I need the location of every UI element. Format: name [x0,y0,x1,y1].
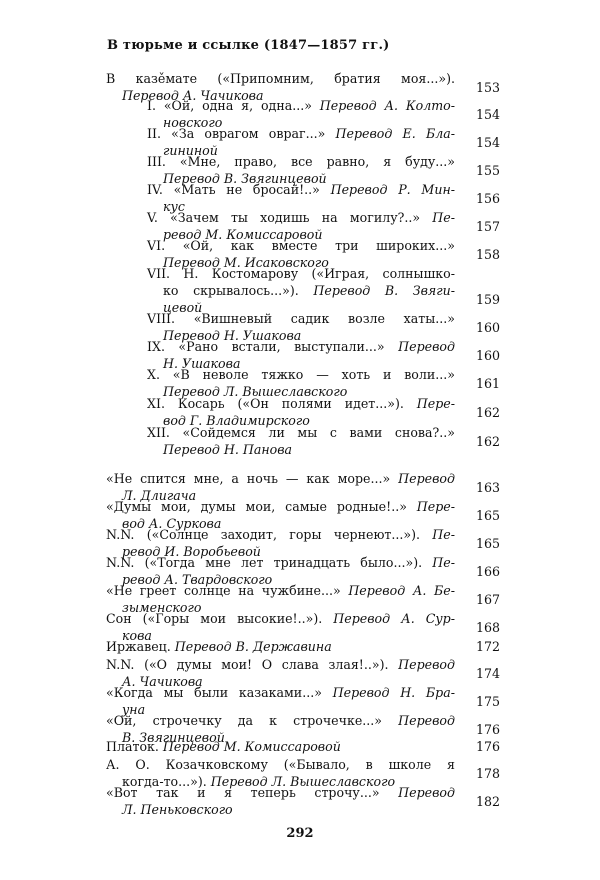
translator-credit: ревод А. Твардовского [122,572,273,587]
entry-title: Платок. [106,739,163,754]
entry-title: «Не спится мне, а ночь — как море...» [106,471,399,486]
toc-entry-line [147,366,455,383]
entry-title: «Думы мои, думы мои, самые родные!..» [106,499,417,514]
entry-page-number: 155 [475,163,500,178]
toc-entry-line [147,181,455,198]
entry-page-number: 161 [475,376,500,391]
entry-title: VII. Н. Костомарову («Играя, солнышко- [147,266,455,281]
entry-page-number: 154 [475,107,500,122]
entry-page-number: 178 [475,766,500,781]
entry-title: X. «В неволе тяжко — хоть и воли...» [147,367,455,382]
entry-page-number: 157 [475,219,500,234]
translator-credit: Пере- [416,396,455,411]
translator-credit: цевой [163,300,203,315]
toc-entry-line [147,310,455,327]
entry-title: IX. «Рано встали, выступали...» [147,339,399,354]
translator-credit: Перевод В. Звягинцевой [163,171,327,186]
entry-title: V. «Зачем ты ходишь на могилу?..» [147,210,433,225]
entry-page-number: 158 [475,247,500,262]
entry-title: VI. «Ой, как вместе три широких...» [147,238,455,253]
page-number: 292 [286,826,314,841]
translator-credit: Перевод Р. Мин- [330,182,455,197]
translator-credit: гининой [163,143,218,158]
entry-page-number: 153 [475,80,500,95]
translator-credit: А. Чачикова [122,674,203,689]
entry-page-number: 156 [475,191,500,206]
toc-entry-line [147,338,455,355]
toc-entry-line [106,470,455,487]
entry-title: «Не греет солнце на чужбине...» [106,583,349,598]
entry-page-number: 182 [475,794,500,809]
translator-credit: Л. Пеньковского [122,802,233,817]
translator-credit: Перевод Л. Вышеславского [163,384,348,399]
entry-page-number: 167 [475,592,500,607]
translator-credit: Перевод [398,657,455,672]
translator-credit: новского [163,115,223,130]
entry-title: Иржавец. [106,639,175,654]
entry-title: ко скрывалось...»). [163,283,314,298]
entry-title: В казěмате («Припомним, братия моя...»). [106,71,455,86]
entry-title: А. О. Козачковскому («Бывало, в школе я [106,757,455,772]
toc-entry-line [106,712,455,729]
toc-entry-line [147,209,455,226]
entry-title: XII. «Сойдемся ли мы с вами снова?..» [147,425,455,440]
entry-page-number: 154 [475,135,500,150]
toc-entry-line [147,424,455,441]
entry-title: N.N. («Солнце заходит, горы чернеют...»). [106,527,433,542]
entry-page-number: 159 [475,292,500,307]
translator-credit: ревод И. Воробьевой [122,544,261,559]
toc-entry-line [147,237,455,254]
entry-title: VIII. «Вишневый садик возле хаты...» [147,311,455,326]
translator-credit: Пе- [432,555,455,570]
toc-entry-line [147,395,455,412]
toc-entry-line [106,756,455,773]
entry-page-number: 168 [475,620,500,635]
translator-credit: Перевод В. Державина [174,639,332,654]
toc-entry-line [147,265,455,282]
translator-credit: Перевод В. Звяги- [313,283,455,298]
translator-credit: Перевод [398,785,455,800]
entry-title: когда-то...»). [122,774,211,789]
translator-credit: вод Г. Владимирского [163,413,310,428]
translator-credit: Перевод Н. Ушакова [163,328,302,343]
toc-entry-line [147,153,455,170]
translator-credit: Перевод [398,339,455,354]
entry-title: IV. «Мать не бросай!..» [147,182,331,197]
toc-entry-line [122,801,455,818]
translator-credit: Н. Ушакова [163,356,241,371]
section-title: В тюрьме и ссылке (1847—1857 гг.) [107,38,390,53]
translator-credit: Пе- [432,527,455,542]
translator-credit: Перевод Л. Вышеславского [210,774,396,789]
translator-credit: зыменского [122,600,202,615]
translator-credit: Пе- [432,210,455,225]
entry-page-number: 160 [475,348,500,363]
translator-credit: В. Звягинцевой [122,730,225,745]
entry-page-number: 176 [475,722,500,737]
entry-title: II. «За оврагом овраг...» [147,126,336,141]
toc-entry-line [106,738,455,755]
entry-title: III. «Мне, право, все равно, я буду...» [147,154,455,169]
entry-title: N.N. («Тогда мне лет тринадцать было...»). [106,555,433,570]
toc-entry-line [106,554,455,571]
translator-credit: Л. Длигача [122,488,197,503]
entry-page-number: 165 [475,508,500,523]
entry-page-number: 166 [475,564,500,579]
entry-page-number: 172 [475,639,500,654]
translator-credit: вод А. Суркова [122,516,222,531]
toc-entry-line [106,784,455,801]
entry-page-number: 174 [475,666,500,681]
translator-credit: Перевод М. Комиссаровой [162,739,341,754]
translator-credit: кова [122,628,152,643]
entry-title: «Когда мы были казаками...» [106,685,333,700]
translator-credit: Перевод А. Чачикова [122,88,264,103]
toc-entry-line [106,582,455,599]
translator-credit: Перевод Н. Панова [163,442,293,457]
entry-page-number: 160 [475,320,500,335]
toc-entry-line [106,498,455,515]
translator-credit: Перевод А. Сур- [333,611,455,626]
toc-entry-line [106,656,455,673]
entry-title: «Вот так и я теперь строчу...» [106,785,399,800]
entry-page-number: 176 [475,739,500,754]
translator-credit: Перевод Н. Бра- [332,685,455,700]
toc-entry-line [106,684,455,701]
entry-title: N.N. («О думы мои! О слава злая!..»). [106,657,399,672]
toc-entry-line [106,638,455,655]
translator-credit: Перевод А. Колто- [319,98,455,113]
toc-entry-line [163,441,455,458]
entry-title: Сон («Горы мои высокие!..»). [106,611,334,626]
translator-credit: Перевод [398,471,455,486]
toc-entry-line [106,526,455,543]
entry-page-number: 162 [475,405,500,420]
toc-entry-line [106,70,455,87]
entry-title: «Ой, строчечку да к строчечке...» [106,713,399,728]
entry-page-number: 162 [475,434,500,449]
translator-credit: Перевод Е. Бла- [335,126,455,141]
translator-credit: Перевод [398,713,455,728]
entry-page-number: 163 [475,480,500,495]
translator-credit: Перевод А. Бе- [348,583,455,598]
translator-credit: кус [163,199,185,214]
translator-credit: уна [122,702,146,717]
translator-credit: ревод М. Комиссаровой [163,227,323,242]
entry-title: XI. Косарь («Он полями идет...»). [147,396,417,411]
toc-entry-line [163,282,455,299]
translator-credit: Пере- [416,499,455,514]
translator-credit: Перевод М. Исаковского [163,255,329,270]
entry-page-number: 175 [475,694,500,709]
toc-entry-line [147,125,455,142]
entry-page-number: 165 [475,536,500,551]
entry-title: I. «Ой, одна я, одна...» [147,98,320,113]
toc-entry-line [147,97,455,114]
toc-entry-line [106,610,455,627]
